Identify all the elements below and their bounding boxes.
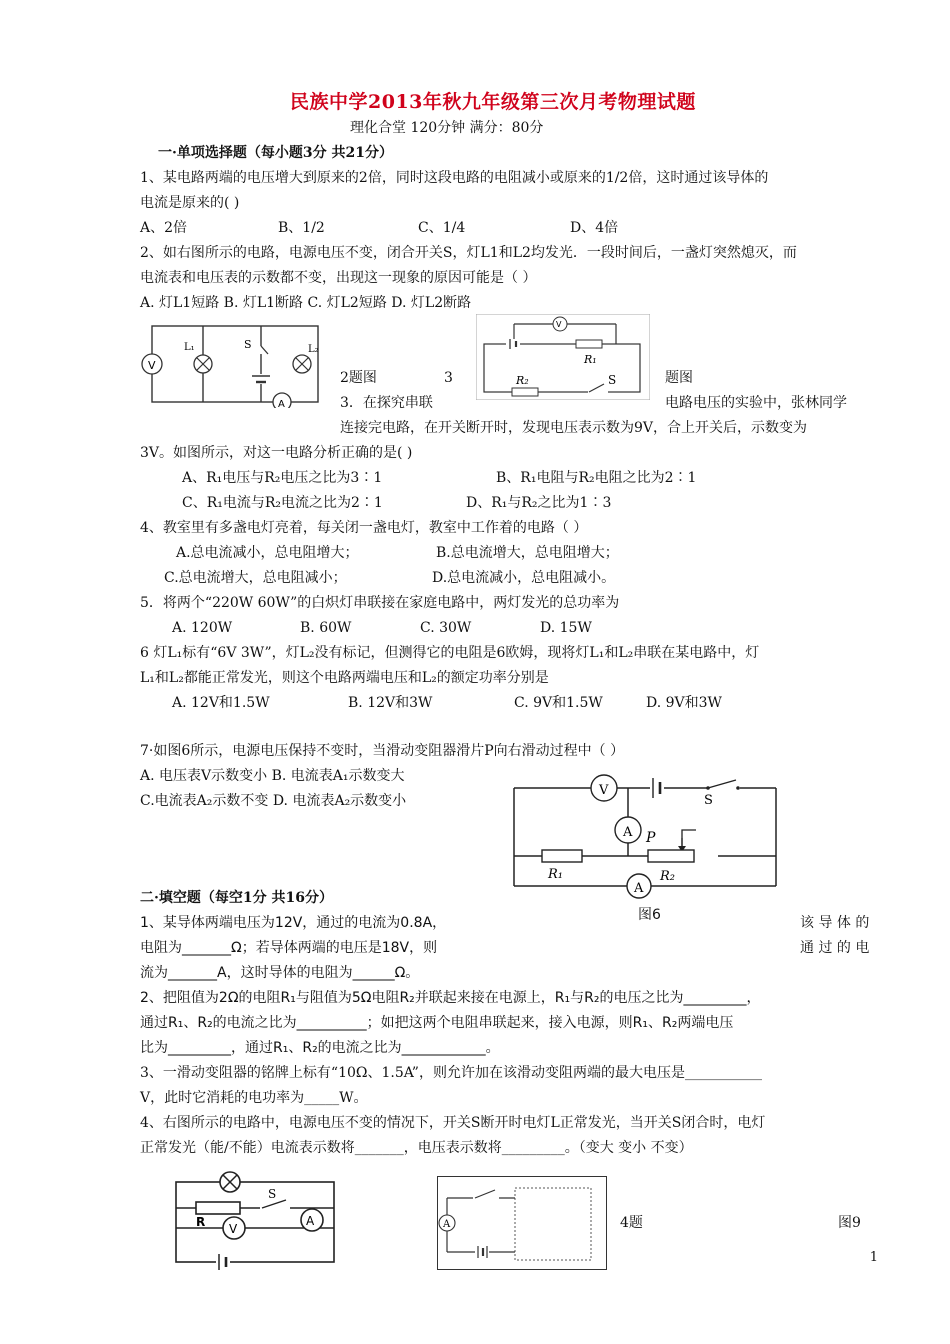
page-title: 民族中学2013年秋九年级第三次月考物理试题 [290, 91, 696, 113]
q2-circuit-figure [140, 322, 326, 408]
q1-option-b: B、1/2 [278, 220, 325, 236]
q6-text: 6 灯L₁标有“6V 3W”，灯L₂没有标记，但测得它的电阻是6欧姆，现将灯L₁和L₂串联在某电路中，灯 [140, 645, 760, 661]
q7-options-ab: A. 电压表V示数变小 B. 电流表A₁示数变大 [140, 768, 405, 784]
fig6-circuit [508, 772, 784, 904]
fig9-caption: 图9 [838, 1215, 861, 1231]
fig9-circuit [437, 1176, 607, 1270]
q3-option-c: C、R₁电流与R₂电流之比为2∶1 [182, 495, 383, 511]
q6-option-b: B. 12V和3W [348, 695, 433, 711]
q5-option-d: D. 15W [540, 620, 592, 636]
q3-text-1b: 电路电压的实验中，张林同学 [665, 395, 847, 411]
fig6-r1-label: R₁ [548, 867, 563, 882]
q6-option-d: D. 9V和3W [646, 695, 722, 711]
lamp2-label: L₂ [308, 344, 319, 355]
fig6-caption: 图6 [638, 907, 661, 923]
q5-text: 5．将两个“220W 60W”的白炽灯串联接在家庭电路中，两灯发光的总功率为 [140, 595, 620, 611]
f1-text: 1、某导体两端电压为12V，通过的电流为0.8A， [140, 915, 447, 931]
s-label: S [608, 373, 617, 387]
fig4-r-label: R [196, 1215, 206, 1229]
q2-text: 2、如右图所示的电路，电源电压不变，闭合开关S，灯L1和L2均发光．一段时间后，一盏灯突然熄灭，而 [140, 245, 797, 261]
fig4-s-label: S [268, 1187, 277, 1201]
q4-option-b: B.总电流增大，总电阻增大； [436, 545, 619, 561]
fig4-v-label: V [229, 1222, 238, 1236]
fig6-a2-label: A [634, 881, 644, 896]
f1-text-2: 电阻为_______Ω；若导体两端的电压是18V，则 [140, 940, 438, 956]
f3-text: 3、一滑动变阻器的铭牌上标有“10Ω、1.5A”，则允许加在该滑动变阻两端的最大电压是___________ [140, 1065, 762, 1081]
q6-text-2: L₁和L₂都能正常发光，则这个电路两端电压和L₂的额定功率分别是 [140, 670, 549, 686]
f4-text: 4、右图所示的电路中，电源电压不变的情况下，开关S断开时电灯L正常发光，当开关S闭合时，电灯 [140, 1115, 766, 1131]
fig9-a-label: A [443, 1219, 451, 1230]
f1-text-3: 流为_______A，这时导体的电阻为______Ω。 [140, 965, 420, 981]
q3-option-b: B、R₁电阻与R₂电阻之比为2∶1 [496, 470, 697, 486]
q1-option-c: C、1/4 [418, 220, 466, 236]
fig6-a1-label: A [623, 825, 633, 840]
switch-label: S [244, 338, 252, 351]
fig4-caption: 4题 [620, 1215, 643, 1231]
q1-text-2: 电流是原来的( ) [140, 195, 240, 211]
page-number: 1 [869, 1250, 878, 1265]
fig6-v-label: V [599, 783, 609, 798]
q3-option-d: D、R₁与R₂之比为1∶3 [466, 495, 612, 511]
v-label: V [556, 320, 562, 329]
fig3-caption-number: 3 [444, 370, 453, 386]
f2-text-3: 比为_________，通过R₁、R₂的电流之比为____________。 [140, 1040, 500, 1056]
fig6-p-label: P [646, 830, 656, 846]
r1-label: R₁ [584, 353, 597, 366]
q3-text-2: 连接完电路，在开关断开时，发现电压表示数为9V，合上开关后，示数变为 [340, 420, 808, 436]
q5-option-c: C. 30W [420, 620, 472, 636]
q6-option-c: C. 9V和1.5W [514, 695, 603, 711]
q3-option-a: A、R₁电压与R₂电压之比为3∶1 [182, 470, 383, 486]
q1-option-a: A、2倍 [140, 220, 188, 236]
fig4-circuit [168, 1168, 342, 1270]
q2-options: A. 灯L1短路 B. 灯L1断路 C. 灯L2短路 D. 灯L2断路 [140, 295, 472, 311]
q4-option-c: C.总电流增大，总电阻减小； [164, 570, 347, 586]
exam-subtitle: 理化合堂 120分钟 满分：80分 [350, 120, 544, 136]
fig4-a-label: A [306, 1214, 315, 1228]
q6-option-a: A. 12V和1.5W [172, 695, 270, 711]
q3-text-1a: 3．在探究串联 [340, 395, 433, 411]
fig6-r2-label: R₂ [660, 869, 675, 884]
q4-text: 4、教室里有多盏电灯亮着，每关闭一盏电灯，教室中工作着的电路（ ） [140, 520, 588, 536]
lamp1-label: L₁ [184, 342, 195, 353]
q3-text-3: 3V。如图所示，对这一电路分析正确的是( ) [140, 445, 413, 461]
q1-option-d: D、4倍 [570, 220, 619, 236]
fig3-caption: 题图 [665, 370, 693, 386]
f4-text-2: 正常发光（能/不能）电流表示数将_______，电压表示数将_________。（变大 变小 不变） [140, 1140, 693, 1156]
fig2-caption: 2题图 [340, 370, 377, 386]
q3-circuit-figure [476, 314, 650, 400]
f3-text-2: V，此时它消耗的电功率为_____W。 [140, 1090, 368, 1106]
q2-text-2: 电流表和电压表的示数都不变，出现这一现象的原因可能是（ ） [140, 270, 537, 286]
ammeter-label: A [278, 399, 285, 408]
q7-options-cd: C.电流表A₂示数不变 D. 电流表A₂示数变小 [140, 793, 407, 809]
section2-heading: 二·填空题（每空1分 共16分） [140, 890, 333, 906]
f2-text-2: 通过R₁、R₂的电流之比为__________；如把这两个电阻串联起来，接入电源，则R₁、R₂两端电压 [140, 1015, 734, 1031]
r2-label: R₂ [516, 374, 529, 387]
voltmeter-label: V [148, 359, 156, 372]
q4-option-a: A.总电流减小，总电阻增大； [176, 545, 359, 561]
q7-text: 7·如图6所示，电源电压保持不变时，当滑动变阻器滑片P向右滑动过程中（ ） [140, 743, 625, 759]
f1-text-right: 该 导 体 的 [800, 915, 870, 931]
q4-option-d: D.总电流减小，总电阻减小。 [432, 570, 616, 586]
fig6-s-label: S [704, 793, 713, 808]
section1-heading: 一·单项选择题（每小题3分 共21分） [158, 145, 393, 161]
f2-text: 2、把阻值为2Ω的电阻R₁与阻值为5Ω电阻R₂并联起来接在电源上，R₁与R₂的电压之比为_________， [140, 990, 761, 1006]
q1-text: 1、某电路两端的电压增大到原来的2倍，同时这段电路的电阻减小或原来的1/2倍，这时通过该导体的 [140, 170, 769, 186]
q5-option-b: B. 60W [300, 620, 352, 636]
f1-text-2-right: 通 过 的 电 [800, 940, 870, 956]
q5-option-a: A. 120W [172, 620, 233, 636]
